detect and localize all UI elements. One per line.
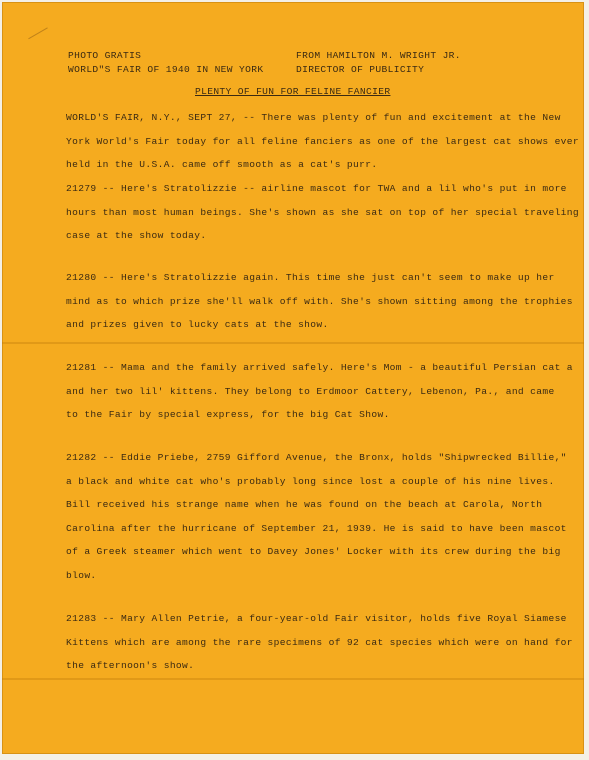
text-line: Kittens which are among the rare specimens of 92 cat species which were on hand for (66, 636, 573, 648)
paragraph-intro (66, 106, 580, 177)
text-line: Carolina after the hurricane of September 21, 1939. He is said to have been mascot (66, 522, 567, 534)
paragraph-21282 (66, 446, 566, 587)
text-line: the afternoon's show. (66, 660, 195, 671)
text-line: 21279 -- Here's Stratolizzie -- airline mascot for TWA and a lil who's put in more (66, 183, 567, 194)
header-left-line: PHOTO GRATIS (68, 50, 142, 61)
paper-fold-line (2, 678, 584, 680)
text-line: WORLD'S FAIR, N.Y., SEPT 27, -- There was plenty of fun and excitement at the New (66, 112, 561, 123)
document-title: PLENTY OF FUN FOR FELINE FANCIER (195, 86, 391, 97)
text-line: of a Greek steamer which went to Davey Jones' Locker with its crew during the big (66, 546, 561, 557)
text-line: to the Fair by special express, for the big Cat Show. (66, 409, 390, 420)
header-right (296, 49, 461, 77)
press-release-sheet (2, 2, 584, 754)
text-line: a black and white cat who's probably long since lost a couple of his nine lives. (66, 475, 555, 487)
text-line: case at the show today. (66, 230, 207, 241)
text-line: mind as to which prize she'll walk off with. She's shown sitting among the trophies (66, 295, 573, 307)
text-line: held in the U.S.A. came off smooth as a cat's purr. (66, 159, 378, 170)
paragraph-21279 (66, 177, 580, 248)
text-line: 21283 -- Mary Allen Petrie, a four-year-old Fair visitor, holds five Royal Siamese (66, 613, 567, 624)
text-line: hours than most human beings. She's shown as she sat on top of her special traveling (66, 206, 580, 218)
paragraph-21283 (66, 607, 573, 678)
header-left-line: WORLD"S FAIR OF 1940 IN NEW YORK (68, 64, 264, 75)
paper-fold-line (2, 342, 584, 344)
text-line: and her two lil' kittens. They belong to Erdmoor Cattery, Lebenon, Pa., and came (66, 385, 555, 397)
header-right-line: DIRECTOR OF PUBLICITY (296, 64, 425, 75)
text-line: and prizes given to lucky cats at the show. (66, 319, 329, 330)
text-line: 21280 -- Here's Stratolizzie again. This time she just can't seem to make up her (66, 272, 555, 283)
text-line: 21281 -- Mama and the family arrived safely. Here's Mom - a beautiful Persian cat a (66, 362, 573, 373)
text-line: York World's Fair today for all feline fanciers as one of the largest cat shows ever (66, 135, 580, 147)
text-line: blow. (66, 569, 97, 581)
pencil-mark (28, 27, 54, 49)
paragraph-21280 (66, 266, 573, 337)
paragraph-21281 (66, 356, 573, 427)
header-left (68, 49, 263, 77)
text-line: Bill received his strange name when he was found on the beach at Carola, North (66, 499, 543, 510)
header-right-line: FROM HAMILTON M. WRIGHT JR. (296, 50, 461, 61)
text-line: 21282 -- Eddie Priebe, 2759 Gifford Avenue, the Bronx, holds "Shipwrecked Billie," (66, 452, 567, 463)
